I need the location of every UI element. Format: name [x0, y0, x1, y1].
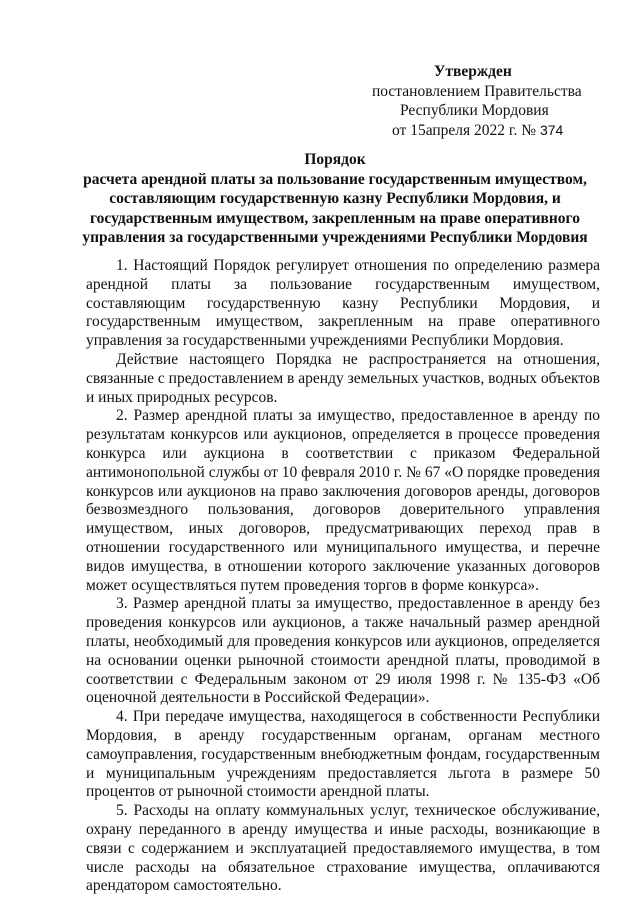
- approval-number: 374: [539, 121, 564, 138]
- document-heading: [70, 150, 600, 248]
- approval-date-prefix: от: [392, 121, 407, 139]
- paragraph-3: 3. Размер арендной платы за имущество, предоставленное в аренду без проведения конкурсов или аукционов, а также начальный размер арендной платы, необходимый для проведения конкурсов или аукционов, определяется на основании оценки рыночной стоимости арендной платы, проводимой в соответствии с Федеральным законом от 29 июля 1998 г. № 135-ФЗ «Об оценочной деятельности в Российской Федерации».: [86, 595, 600, 707]
- document-body: [86, 257, 600, 896]
- approval-line-republic: Республики Мордовия: [400, 102, 549, 119]
- paragraph-1-note: Действие настоящего Порядка не распространяется на отношения, связанные с предоставлением в аренду земельных участков, водных объектов и иных природных ресурсов.: [86, 350, 600, 406]
- approval-title: Утвержден: [434, 63, 512, 80]
- paragraph-2: 2. Размер арендной платы за имущество, предоставленное в аренду по результатам конкурсов или аукционов, определяется в процессе проведения конкурса или аукциона в соответствии с приказом Федеральной антимонопольной службы от 10 февраля 2010 г. № 67 «О порядке проведения конкурсов или аукционов на право заключения договоров аренды, договоров безвозмездного пользования, договоров доверительного управления имуществом, иных договоров, предусматривающих переход прав в отношении государственного или муниципального имущества, и перечне видов имущества, в отношении которого заключение указанных договоров может осуществляться путем проведения торгов в форме конкурса».: [86, 407, 600, 594]
- paragraph-5: 5. Расходы на оплату коммунальных услуг, техническое обслуживание, охрану переданного в аренду имущества и иные расходы, возникающие в связи с содержанием и эксплуатацией предоставляемого имущества, в том числе расходы на обязательное страхование имущества, оплачиваются арендатором самостоятельно.: [86, 802, 600, 895]
- approval-date-line: [392, 121, 618, 141]
- approval-date: 15апреля 2022 г. №: [410, 121, 537, 139]
- heading-title: Порядок: [304, 151, 366, 168]
- heading-line: государственным имуществом, закрепленным на праве оперативного: [90, 209, 580, 227]
- heading-line: расчета арендной платы за пользование государственным имуществом,: [83, 170, 587, 188]
- approval-line-resolution: постановлением Правительства: [372, 82, 582, 100]
- heading-line: составляющим государственную казну Республики Мордовия, и: [109, 190, 561, 207]
- paragraph-4: 4. При передаче имущества, находящегося в собственности Республики Мордовия, в аренду государственным органам, органам местного самоуправления, государственным внебюджетным фондам, государственным и муниципальным учреждениям предоставляется льгота в размере 50 процентов от рыночной стоимости арендной платы.: [86, 708, 600, 801]
- paragraph-1: 1. Настоящий Порядок регулирует отношения по определению размера арендной платы за пользование государственным имуществом, составляющим государственную казну Республики Мордовия, и государственным имуществом, закрепленным на праве оперативного управления за государственными учреждениями Республики Мордовия.: [86, 257, 600, 350]
- heading-line: управления за государственными учреждениями Республики Мордовия: [82, 229, 588, 246]
- approval-block: [372, 62, 618, 140]
